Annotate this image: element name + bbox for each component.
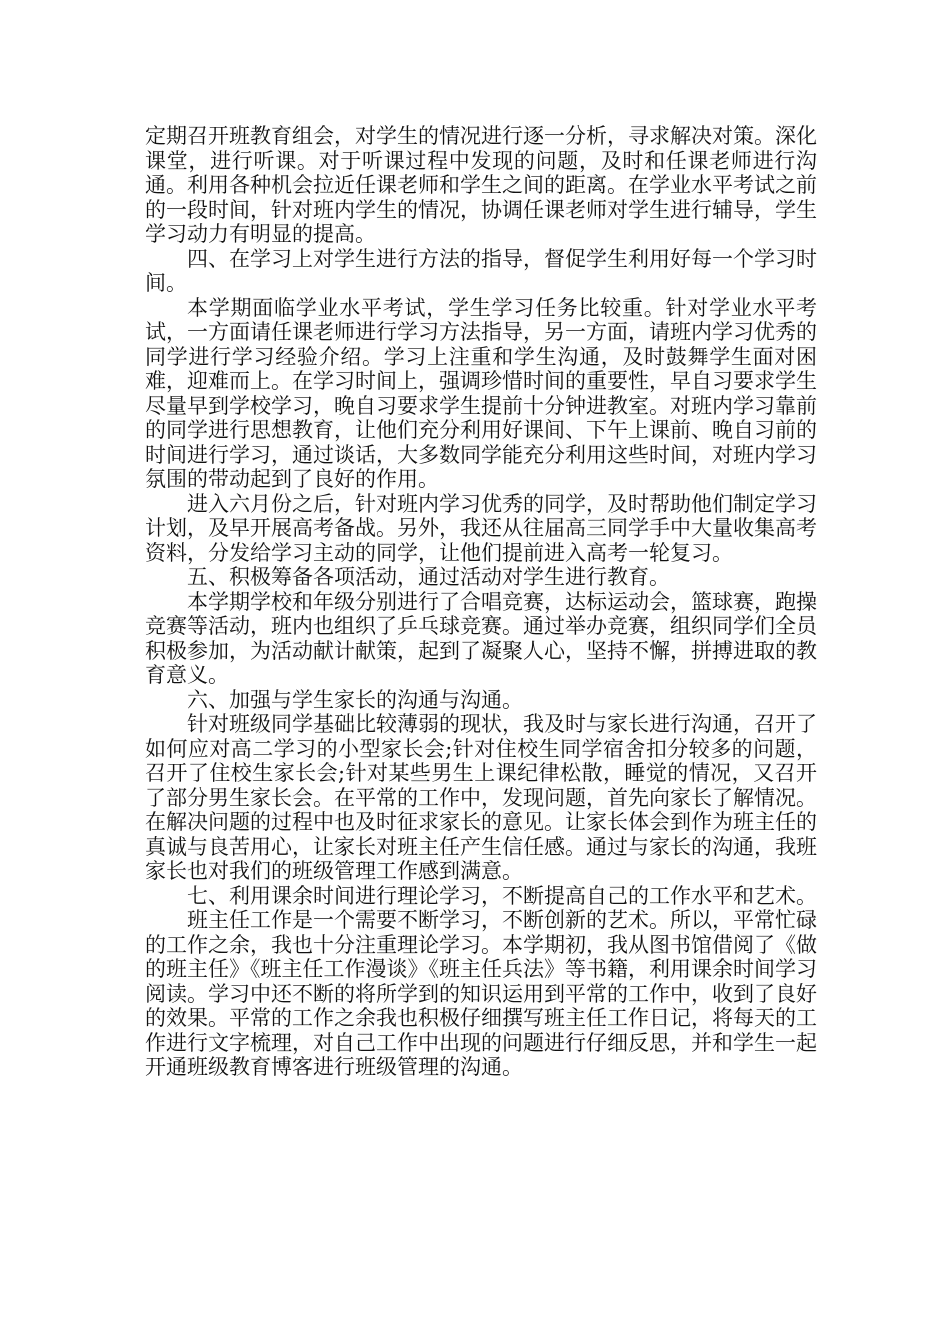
paragraph-3: 本学期面临学业水平考试，学生学习任务比较重。针对学业水平考试，一方面请任课老师进行学习方法指导，另一方面，请班内学习优秀的同学进行学习经验介绍。学习上注重和学生沟通，及时鼓舞学生面对困难，迎难而上。在学习时间上，强调珍惜时间的重要性，早自习要求学生尽量早到学校学习，晚自习要求学生提前十分钟进教室。对班内学习靠前的同学进行思想教育，让他们充分利用好课间、下午上课前、晚自习前的时间进行学习，通过谈话，大多数同学能充分利用这些时间，对班内学习氛围的带动起到了良好的作用。 [145,295,817,491]
section-heading-7: 七、利用课余时间进行理论学习，不断提高自己的工作水平和艺术。 [187,883,817,908]
paragraph-8: 针对班级同学基础比较薄弱的现状，我及时与家长进行沟通，召开了如何应对高二学习的小型家长会;针对住校生同学宿舍扣分较多的问题，召开了住校生家长会;针对某些男生上课纪律松散，睡觉的情况，又召开了部分男生家长会。在平常的工作中，发现问题，首先向家长了解情况。在解决问题的过程中也及时征求家长的意见。让家长体会到作为班主任的真诚与良苦用心，让家长对班主任产生信任感。通过与家长的沟通，我班家长也对我们的班级管理工作感到满意。 [145,712,817,883]
document-body [145,124,817,1080]
section-heading-4: 四、在学习上对学生进行方法的指导，督促学生利用好每一个学习时间。 [145,246,817,295]
paragraph-4: 进入六月份之后，针对班内学习优秀的同学，及时帮助他们制定学习计划，及早开展高考备战。另外，我还从往届高三同学手中大量收集高考资料，分发给学习主动的同学，让他们提前进入高考一轮复习。 [145,491,817,565]
section-heading-5: 五、积极筹备各项活动，通过活动对学生进行教育。 [187,565,670,589]
paragraph-6: 本学期学校和年级分别进行了合唱竞赛，达标运动会，篮球赛，跑操竞赛等活动，班内也组织了乒乓球竞赛。通过举办竞赛，组织同学们全员积极参加，为活动献计献策，起到了凝聚人心，坚持不懈，拼搏进取的教育意义。 [145,589,817,687]
section-heading-6: 六、加强与学生家长的沟通与沟通。 [187,687,523,712]
paragraph-10: 班主任工作是一个需要不断学习，不断创新的艺术。所以，平常忙碌的工作之余，我也十分注重理论学习。本学期初，我从图书馆借阅了《做的班主任》《班主任工作漫谈》《班主任兵法》等书籍，利用课余时间学习阅读。学习中还不断的将所学到的知识运用到平常的工作中，收到了良好的效果。平常的工作之余我也积极仔细撰写班主任工作日记，将每天的工作进行文字梳理，对自己工作中出现的问题进行仔细反思，并和学生一起开通班级教育博客进行班级管理的沟通。 [145,908,817,1079]
paragraph-1: 定期召开班教育组会，对学生的情况进行逐一分析，寻求解决对策。深化课堂，进行听课。对于听课过程中发现的问题，及时和任课老师进行沟通。利用各种机会拉近任课老师和学生之间的距离。在学业水平考试之前的一段时间，针对班内学生的情况，协调任课老师对学生进行辅导，学生学习动力有明显的提高。 [145,124,817,246]
